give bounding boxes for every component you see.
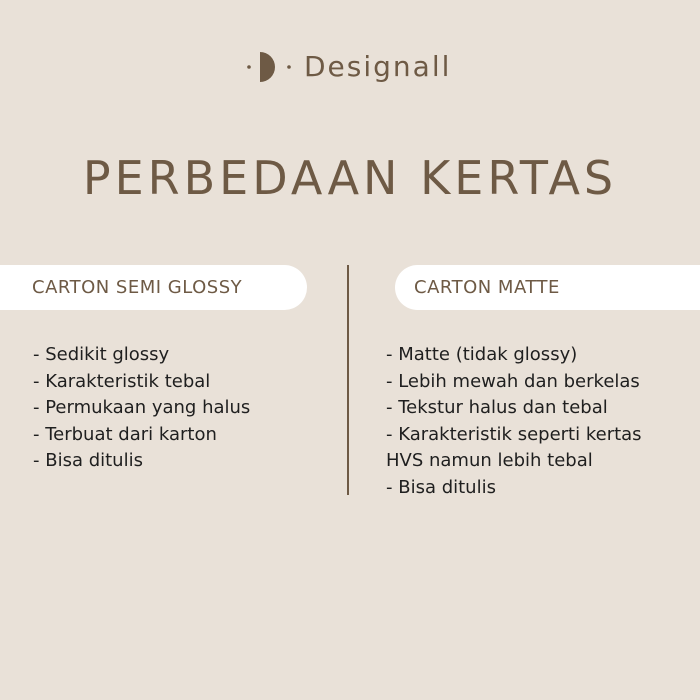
list-item-continuation: HVS namun lebih tebal	[386, 450, 593, 472]
list-item: - Permukaan yang halus	[33, 397, 251, 419]
half-moon-icon	[246, 48, 292, 86]
list-item: - Tekstur halus dan tebal	[386, 397, 608, 419]
column-divider	[347, 265, 349, 495]
list-item: - Karakteristik tebal	[33, 370, 211, 392]
list-item: - Bisa ditulis	[33, 450, 143, 472]
list-item: - Sedikit glossy	[33, 344, 170, 365]
left-column-header: CARTON SEMI GLOSSY	[0, 265, 307, 310]
left-feature-list	[33, 342, 333, 475]
right-column-header: CARTON MATTE	[395, 265, 700, 310]
brand-name: Designall	[304, 50, 452, 83]
list-item: - Bisa ditulis	[386, 476, 496, 498]
list-item: - Lebih mewah dan berkelas	[386, 370, 640, 392]
list-item: - Karakteristik seperti kertas	[386, 423, 642, 445]
brand	[246, 48, 451, 86]
list-item: - Matte (tidak glossy)	[386, 344, 578, 365]
page-title: PERBEDAAN KERTAS	[82, 151, 618, 205]
list-item: - Terbuat dari karton	[33, 423, 217, 445]
right-feature-list	[386, 342, 696, 502]
